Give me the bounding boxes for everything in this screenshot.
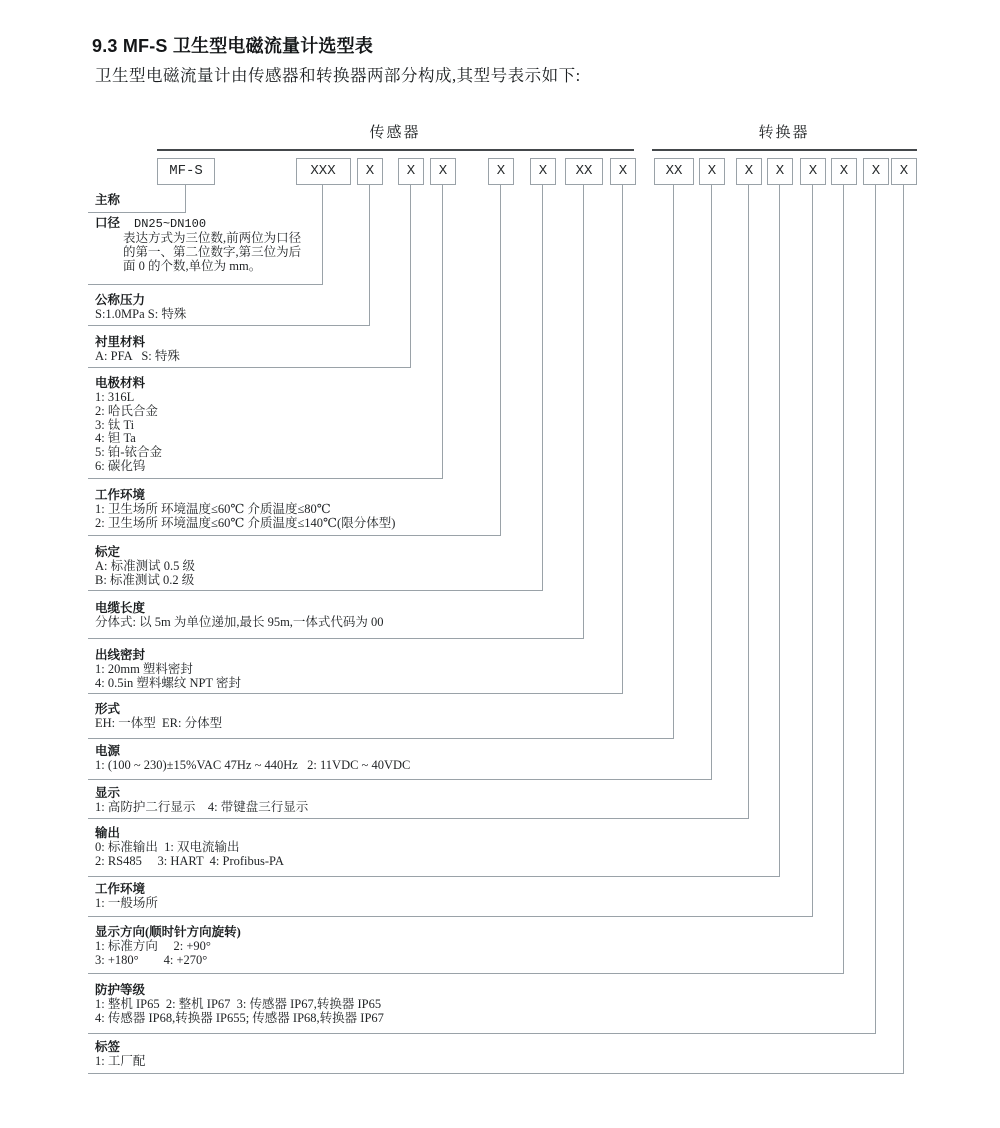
section-separator <box>88 1033 876 1034</box>
section-block <box>95 786 308 815</box>
section-line: S:1.0MPa S: 特殊 <box>95 307 187 321</box>
section-block <box>95 925 241 968</box>
section-separator <box>88 1073 904 1074</box>
code-box: X <box>357 158 383 185</box>
converter-group-line <box>652 149 917 151</box>
section-title: 输出 <box>95 826 121 840</box>
section-line: 1: 工厂配 <box>95 1054 146 1068</box>
section-line: 6: 碳化钨 <box>95 458 146 473</box>
connector-vline <box>442 185 443 478</box>
section-line: 2: 哈氏合金 <box>95 403 158 418</box>
section-separator <box>88 738 674 739</box>
code-box: XX <box>565 158 603 185</box>
section-separator <box>88 284 323 285</box>
section-line: A: 标准测试 0.5 级 <box>95 559 196 573</box>
section-block <box>95 488 395 531</box>
section-title: 电极材料 <box>95 376 146 390</box>
section-line: 面 0 的个数,单位为 mm。 <box>123 258 262 273</box>
section-block <box>95 983 384 1026</box>
section-line: 1: 一般场所 <box>95 896 158 910</box>
connector-vline <box>622 185 623 693</box>
sensor-group-label: 传感器 <box>369 125 421 141</box>
section-line: 5: 铂-铱合金 <box>95 445 163 460</box>
section-line: 1: 卫生场所 环境温度≤60℃ 介质温度≤80℃ <box>95 502 331 516</box>
section-line: 1: (100 ~ 230)±15%VAC 47Hz ~ 440Hz 2: 11VDC ~ 40VDC <box>95 758 411 772</box>
code-box: X <box>488 158 514 185</box>
section-block <box>95 601 384 630</box>
section-block <box>95 335 180 364</box>
section-line: 1: 高防护二行显示 4: 带键盘三行显示 <box>95 800 309 814</box>
connector-vline <box>711 185 712 779</box>
code-box: XX <box>654 158 694 185</box>
page-heading: 9.3 MF-S 卫生型电磁流量计选型表 <box>92 36 374 56</box>
section-block <box>95 293 186 322</box>
connector-vline <box>410 185 411 367</box>
section-title: 电缆长度 <box>95 601 146 615</box>
section-line: A: PFA S: 特殊 <box>95 349 180 363</box>
section-separator <box>88 367 411 368</box>
section-line: 4: 钽 Ta <box>95 431 136 446</box>
code-box: X <box>767 158 793 185</box>
section-separator <box>88 325 370 326</box>
section-title: 工作环境 <box>95 488 146 502</box>
section-title: 电源 <box>95 744 121 758</box>
section-block <box>95 193 120 208</box>
code-box: X <box>800 158 826 185</box>
connector-vline <box>903 185 904 1073</box>
section-separator <box>88 876 780 877</box>
connector-vline <box>369 185 370 325</box>
code-box: XXX <box>296 158 351 185</box>
section-block <box>95 1040 145 1069</box>
section-line: 1: 整机 IP65 2: 整机 IP67 3: 传感器 IP67,转换器 IP65 <box>95 997 382 1011</box>
section-separator <box>88 638 584 639</box>
code-box: X <box>530 158 556 185</box>
section-line: 4: 传感器 IP68,转换器 IP655; 传感器 IP68,转换器 IP67 <box>95 1010 384 1025</box>
code-box: X <box>831 158 857 185</box>
section-separator <box>88 212 186 213</box>
connector-vline <box>875 185 876 1033</box>
section-block <box>95 882 158 911</box>
section-line: 3: 钛 Ti <box>95 417 135 432</box>
section-separator <box>88 916 813 917</box>
code-box: X <box>610 158 636 185</box>
section-title: 主称 <box>95 193 121 207</box>
connector-vline <box>812 185 813 916</box>
section-title: 工作环境 <box>95 882 146 896</box>
section-separator <box>88 590 543 591</box>
section-title: 衬里材料 <box>95 335 146 349</box>
section-block <box>95 702 222 731</box>
section-separator <box>88 693 623 694</box>
section-title: 公称压力 <box>95 293 146 307</box>
code-box: X <box>891 158 917 185</box>
section-line: 分体式: 以 5m 为单位递加,最长 95m,一体式代码为 00 <box>95 615 384 629</box>
section-separator <box>88 478 443 479</box>
section-block <box>95 826 284 869</box>
section-line: 4: 0.5in 塑料螺纹 NPT 密封 <box>95 675 241 690</box>
connector-vline <box>843 185 844 973</box>
connector-vline <box>542 185 543 590</box>
section-block <box>95 648 241 691</box>
section-line: 2: RS485 3: HART 4: Profibus-PA <box>95 853 284 868</box>
code-box: X <box>398 158 424 185</box>
section-separator <box>88 779 712 780</box>
connector-vline <box>583 185 584 638</box>
section-title: 出线密封 <box>95 648 146 662</box>
connector-vline <box>779 185 780 876</box>
sensor-group-line <box>157 149 634 151</box>
section-line: 0: 标准输出 1: 双电流输出 <box>95 840 240 854</box>
section-title: 标签 <box>95 1040 121 1054</box>
section-line: EH: 一体型 ER: 分体型 <box>95 716 223 730</box>
section-block <box>95 744 410 773</box>
connector-vline <box>500 185 501 535</box>
section-title: 显示方向(顺时针方向旋转) <box>95 925 241 939</box>
section-line: 1: 标准方向 2: +90° <box>95 939 211 953</box>
section-separator <box>88 535 501 536</box>
code-box: X <box>699 158 725 185</box>
connector-vline <box>322 185 323 284</box>
section-line: B: 标准测试 0.2 级 <box>95 572 195 587</box>
section-line: 1: 20mm 塑料密封 <box>95 662 193 676</box>
section-line: 3: +180° 4: +270° <box>95 952 208 967</box>
section-block <box>95 376 162 474</box>
section-separator <box>88 973 844 974</box>
section-line: 2: 卫生场所 环境温度≤60℃ 介质温度≤140℃(限分体型) <box>95 515 396 530</box>
connector-vline <box>673 185 674 738</box>
connector-vline <box>748 185 749 818</box>
connector-vline <box>185 185 186 212</box>
intro-text: 卫生型电磁流量计由传感器和转换器两部分构成,其型号表示如下: <box>95 66 581 85</box>
code-box: X <box>430 158 456 185</box>
section-line: 1: 316L <box>95 390 135 404</box>
converter-group-label: 转换器 <box>758 125 810 141</box>
code-box: MF-S <box>157 158 215 185</box>
section-line: 的第一、第二位数字,第三位为后 <box>123 244 302 259</box>
section-title: 形式 <box>95 702 121 716</box>
section-title: 口径 DN25~DN100 <box>95 216 207 231</box>
section-line: 表达方式为三位数,前两位为口径 <box>123 231 302 245</box>
code-box: X <box>736 158 762 185</box>
section-title: 显示 <box>95 786 121 800</box>
section-inline-value: DN25~DN100 <box>134 217 207 231</box>
section-block <box>95 545 195 588</box>
section-title: 防护等级 <box>95 983 146 997</box>
section-title: 标定 <box>95 545 121 559</box>
section-block <box>95 216 301 273</box>
code-box: X <box>863 158 889 185</box>
section-separator <box>88 818 749 819</box>
